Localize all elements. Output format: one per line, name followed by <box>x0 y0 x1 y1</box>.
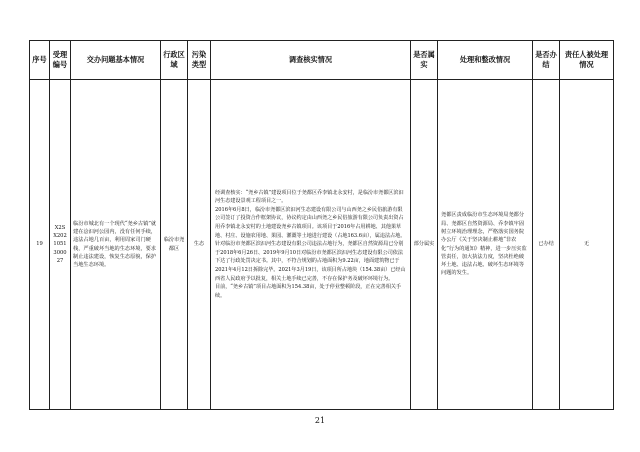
header-case-no: 受理编号 <box>50 41 71 80</box>
survey-paragraph-1: 经调查核实：“尧乡古镇”建设项目位于尧都区乔李镇北永安村，是临汾市尧都区滨汩河生态建设景观工程项目之一。 <box>215 189 404 205</box>
cell-pollution-type: 生态 <box>188 80 211 410</box>
survey-paragraph-3: 目前，“尧乡古镇”项目占地面积为154.38亩，处于停业整顿阶段，正在完善相关手续。 <box>215 284 402 299</box>
case-no-text: X2SX2021051300027 <box>53 224 67 264</box>
table-row <box>30 80 614 410</box>
cell-verified: 部分属实 <box>411 80 438 410</box>
cell-complaint: 临汾市城北有一个现代“尧乡古镇”就建在浍汩河公园内，没有任何手续，违法占地几百亩，利用周家司门硬栈，严重破坏当地的生态环境，要求制止违法建设，恢复生态原貌，保护当地生态环境。 <box>71 80 161 410</box>
cell-region: 临汾市尧都区 <box>161 80 188 410</box>
header-survey: 调查核实情况 <box>211 41 411 80</box>
header-pollution-type: 污染类型 <box>188 41 211 80</box>
cell-accountability: 无 <box>560 80 614 410</box>
cell-closed: 已办结 <box>533 80 560 410</box>
cell-survey <box>211 80 411 410</box>
header-closed: 是否办结 <box>533 41 560 80</box>
header-complaint: 交办问题基本情况 <box>71 41 161 80</box>
header-region: 行政区域 <box>161 41 188 80</box>
page-number: 21 <box>314 416 326 425</box>
petition-handling-table <box>29 40 614 410</box>
header-handling: 处理和整改情况 <box>438 41 533 80</box>
table-header-row <box>30 41 614 80</box>
cell-case-no <box>50 80 71 410</box>
cell-seq: 19 <box>30 80 50 410</box>
header-verified: 是否属实 <box>411 41 438 80</box>
survey-paragraph-2: 2016年6月8日，临汾市尧都区滨汩河生态建设有限公司与山西尧之乡民俗旅游有限公司签订了投资合作框架协议，协议约定由山西尧之乡民俗旅游有限公司负责出资占用乔李镇北永安村的土地建设尧乡古镇项目。该项目于2016年占用耕地、其他果草地、村庄、设施农用地、果园、灌溉等土地进行建设（占地163.6亩），属违法占地。针对临汾市尧都区滨汩河生态建设有限公司违法占地行为，尧都区自然资源局已分别于2018年6月26日、2019年9月10日对临汾市尧都区滨汩河生态建设有限公司依法下达了行政处罚决定书。其中，不符合规划的占地面积为9.22亩，地面建筑物已于2021年4月12日拆除完毕。2021年3月19日，该项目所占地块（154.38亩）已经山西省人民政府予以批复，相关土地手续已完善，不存在保护务及破坏环境行为。 <box>215 206 406 282</box>
header-seq: 序号 <box>30 41 50 80</box>
header-accountability: 责任人被处理情况 <box>560 41 614 80</box>
cell-handling: 尧都区责成临汾市生态环境局尧都分局、尧都区自然资源局、乔李镇牢固树立环境治理理念，严格落实国务院办公厅《关于坚决制止耕地“非农化”行为的通知》精神，进一步压实监管责任，加大执法力度，坚决杜绝破坏土地、违法占地、破坏生态环境等问题的发生。 <box>438 80 533 410</box>
